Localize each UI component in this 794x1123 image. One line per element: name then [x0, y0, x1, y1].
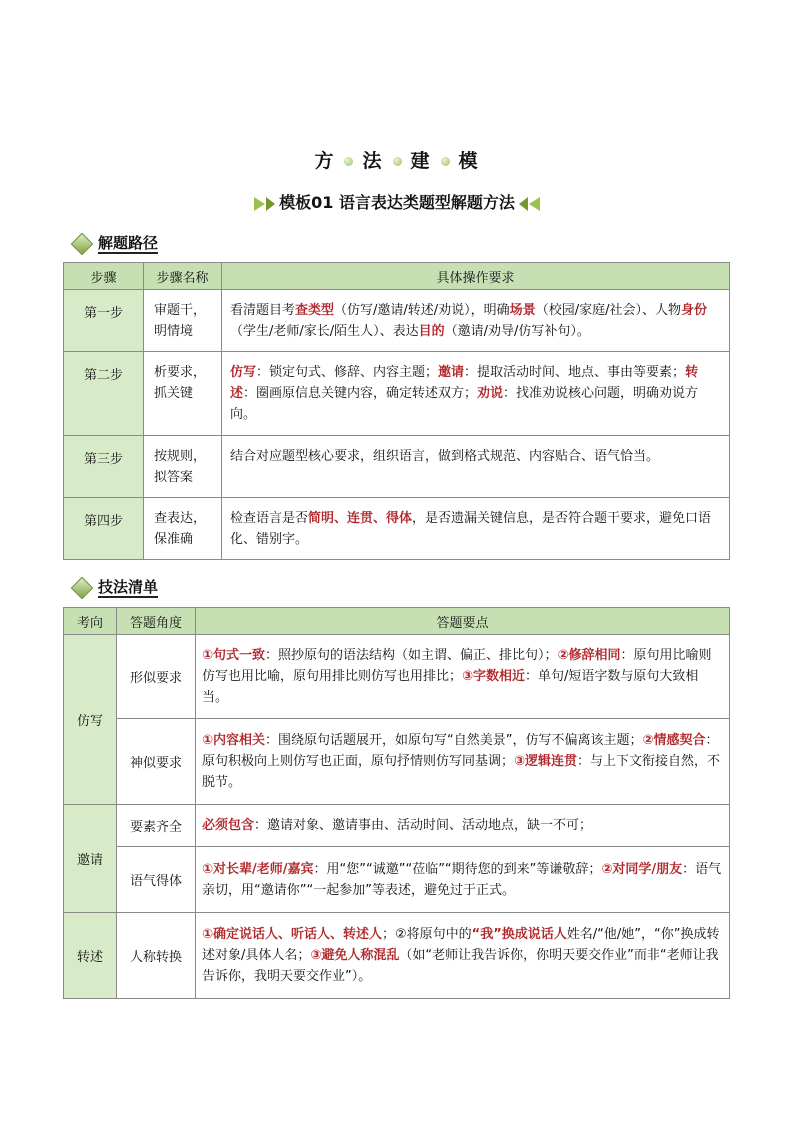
step-name-line: 查表达， [154, 511, 207, 526]
column-header: 答题要点 [196, 608, 730, 635]
angle-cell: 要素齐全 [117, 805, 196, 847]
points-cell [196, 913, 730, 999]
table-row [64, 436, 730, 498]
highlight-text: 目的 [418, 324, 445, 339]
body-text: ，是否遗漏关键信息，是否符合题干要求，避免口语化、错别字。 [230, 511, 712, 547]
highlight-text: ①句式一致 [202, 648, 266, 663]
highlight-text: 身份 [680, 303, 707, 318]
body-text: 姓名/“他/她”，“你”换成转述对象/具体人名； [202, 927, 720, 963]
section-heading-text: 技法清单 [98, 578, 159, 596]
points-cell [196, 847, 730, 913]
body-text: ：原句用比喻则仿写也用比喻，原句用排比则仿写也用排比； [202, 648, 712, 684]
step-name-line: 拟答案 [154, 470, 194, 485]
body-text: （学生/老师/家长/陌生人）、表达 [230, 324, 419, 339]
body-text: （校园/家庭/社会）、人物 [535, 303, 681, 318]
step-name-cell [144, 436, 222, 498]
detail-cell [222, 498, 730, 560]
diamond-icon [71, 577, 94, 600]
angle-cell: 神似要求 [117, 719, 196, 805]
body-text: ：用“您”“诚邀”“莅临”“期待您的到来”等谦敬辞； [313, 861, 602, 877]
category-cell: 转述 [64, 913, 117, 999]
section-heading-techniques [70, 577, 158, 599]
highlight-text: ①对长辈/老师/嘉宾 [202, 861, 314, 877]
highlight-text: ③字数相近 [462, 669, 526, 684]
table-row [64, 847, 730, 913]
arrow-right-icon [266, 197, 275, 211]
body-text: ：找准劝说核心问题，明确劝说方向。 [230, 386, 699, 422]
step-name-line: 析要求， [154, 365, 207, 380]
detail-cell [222, 436, 730, 498]
subtitle [0, 190, 794, 213]
column-header: 考向 [64, 608, 117, 635]
highlight-text: 简明、连贯、得体 [308, 511, 413, 526]
title-char: 方 [314, 150, 336, 172]
category-cell: 邀请 [64, 805, 117, 913]
highlight-text: 邀请 [438, 365, 465, 380]
step-name-line: 明情境 [154, 324, 194, 339]
step-name-cell [144, 290, 222, 352]
highlight-text: 仿写 [230, 365, 257, 380]
highlight-text: 转述 [230, 365, 699, 401]
points-cell [196, 805, 730, 847]
angle-cell: 人称转换 [117, 913, 196, 999]
subtitle-text: 模板01 语言表达类题型解题方法 [279, 193, 515, 212]
body-text: ：围绕原句话题展开，如原句写“自然美景”，仿写不偏离该主题； [265, 733, 643, 748]
step-cell: 第三步 [64, 436, 144, 498]
angle-cell: 语气得体 [117, 847, 196, 913]
step-name-line: 保准确 [154, 532, 194, 547]
title-char: 法 [362, 150, 384, 172]
body-text: ：原句积极向上则仿写也正面，原句抒情则仿写同基调； [202, 733, 719, 769]
points-cell [196, 635, 730, 719]
section-heading-text: 解题路径 [98, 234, 159, 252]
dot-icon [344, 157, 353, 166]
table-header-row [64, 263, 730, 290]
dot-icon [441, 157, 450, 166]
step-cell: 第二步 [64, 352, 144, 436]
step-cell: 第四步 [64, 498, 144, 560]
body-text: 结合对应题型核心要求，组织语言，做到格式规范、内容贴合、语气恰当。 [230, 449, 660, 464]
step-cell: 第一步 [64, 290, 144, 352]
title-char: 模 [458, 150, 480, 172]
highlight-text: ②对同学/朋友 [601, 861, 683, 877]
body-text: （如“老师让我告诉你，你明天要交作业”而非“老师让我告诉你，我明天要交作业”）。 [202, 948, 719, 984]
body-text: ：语气亲切，用“邀请你”“一起参加”等表述，避免过于正式。 [202, 861, 722, 898]
table-row [64, 635, 730, 719]
highlight-text: ①确定说话人、听话人、转述人 [202, 927, 383, 942]
column-header: 答题角度 [117, 608, 196, 635]
table-row [64, 805, 730, 847]
body-text: ：提取活动时间、地点、事由等要素； [464, 365, 686, 380]
body-text: 看清题目考 [230, 303, 296, 318]
table-row [64, 913, 730, 999]
body-text: ：锁定句式、修辞、内容主题； [256, 365, 439, 380]
techniques-table [63, 607, 730, 999]
highlight-text: 场景 [509, 303, 536, 318]
dot-icon [393, 157, 402, 166]
highlight-text: ②情感契合 [642, 733, 706, 748]
step-name-line: 抓关键 [154, 386, 194, 401]
table-row [64, 719, 730, 805]
body-text: ：圈画原信息关键内容，确定转述双方； [243, 386, 478, 401]
body-text: 检查语言是否 [230, 511, 309, 526]
section-heading-path [70, 233, 158, 255]
arrow-right-icon [254, 197, 265, 211]
body-text: ：单句/短语字数与原句大致相当。 [202, 669, 699, 705]
highlight-text: ①内容相关 [202, 733, 266, 748]
highlight-text: 查类型 [295, 303, 335, 318]
step-name-line: 按规则， [154, 449, 207, 464]
body-text: ；②将原句中的 [382, 927, 472, 942]
solution-steps-table [63, 262, 730, 560]
table-row [64, 290, 730, 352]
highlight-text: “我”换成说话人 [471, 927, 567, 942]
page-title [0, 146, 794, 173]
body-text: （仿写/邀请/转述/劝说），明确 [334, 303, 510, 318]
title-char: 建 [410, 150, 432, 172]
step-name-cell [144, 352, 222, 436]
highlight-text: 必须包含 [202, 818, 255, 833]
detail-cell [222, 290, 730, 352]
column-header: 步骤名称 [144, 263, 222, 290]
table-header-row [64, 608, 730, 635]
table-row [64, 352, 730, 436]
table-row [64, 498, 730, 560]
body-text: ：邀请对象、邀请事由、活动时间、活动地点，缺一不可； [254, 818, 593, 833]
body-text: ：与上下文衔接自然，不脱节。 [202, 754, 721, 790]
arrow-left-icon [529, 197, 540, 211]
body-text: ：照抄原句的语法结构（如主谓、偏正、排比句）； [265, 648, 558, 663]
diamond-icon [71, 233, 94, 256]
step-name-cell [144, 498, 222, 560]
arrow-left-icon [519, 197, 528, 211]
highlight-text: 劝说 [477, 386, 504, 401]
highlight-text: ③避免人称混乱 [310, 948, 400, 963]
detail-cell [222, 352, 730, 436]
column-header: 具体操作要求 [222, 263, 730, 290]
column-header: 步骤 [64, 263, 144, 290]
highlight-text: ③逻辑连贯 [514, 754, 578, 769]
highlight-text: ②修辞相同 [557, 648, 621, 663]
angle-cell: 形似要求 [117, 635, 196, 719]
category-cell: 仿写 [64, 635, 117, 805]
points-cell [196, 719, 730, 805]
body-text: （邀请/劝导/仿写补句）。 [444, 324, 590, 339]
step-name-line: 审题干， [154, 303, 207, 318]
